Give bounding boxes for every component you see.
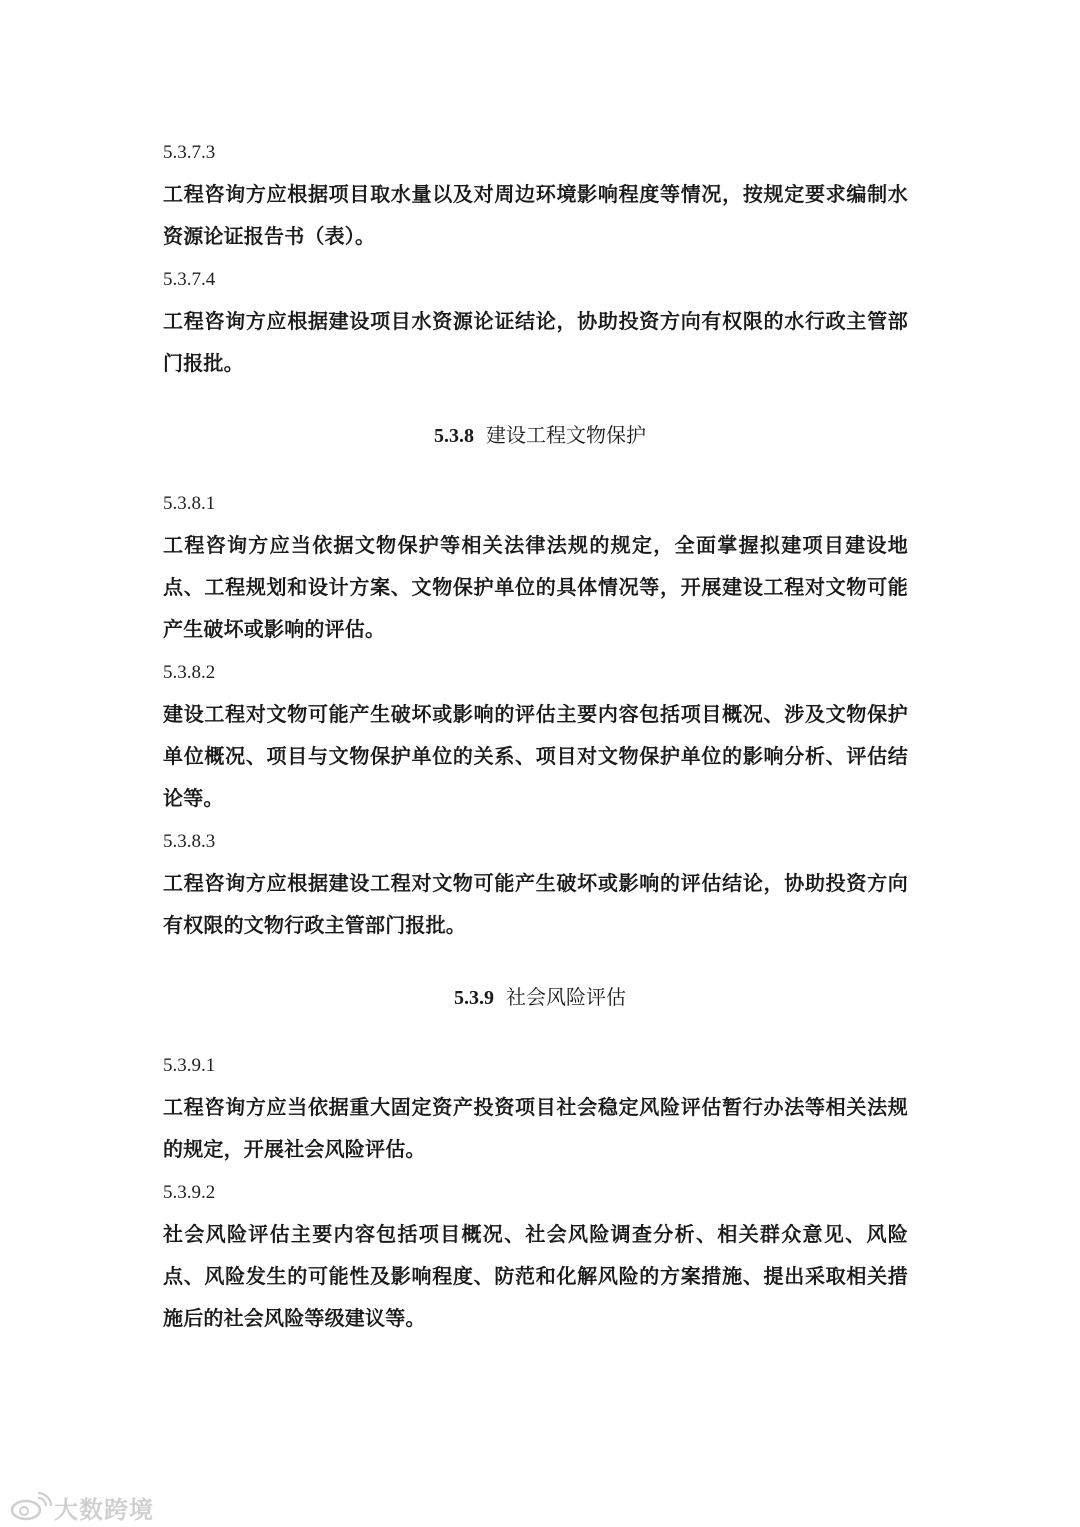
clause-text-5-3-8-3: 工程咨询方应根据建设工程对文物可能产生破坏或影响的评估结论，协助投资方向有权限的文物行政主管部门报批。	[163, 871, 908, 937]
clause-text-5-3-9-2: 社会风险评估主要内容包括项目概况、社会风险调查分析、相关群众意见、风险点、风险发生的可能性及影响程度、防范和化解风险的方案措施、提出采取相关措施后的社会风险等级建议等。	[163, 1222, 908, 1330]
clause-text-5-3-8-2: 建设工程对文物可能产生破坏或影响的评估主要内容包括项目概况、涉及文物保护单位概况、项目与文物保护单位的关系、项目对文物保护单位的影响分析、评估结论等。	[163, 702, 908, 810]
clause-number-5-3-9-1: 5.3.9.1	[163, 1055, 216, 1076]
clause-text-5-3-9-1: 工程咨询方应当依据重大固定资产投资项目社会稳定风险评估暂行办法等相关法规的规定，开展社会风险评估。	[163, 1095, 908, 1161]
clause-number-5-3-7-4: 5.3.7.4	[163, 269, 216, 290]
section-heading-title: 社会风险评估	[506, 985, 626, 1009]
watermark	[8, 1490, 154, 1524]
weibo-logo-icon	[8, 1492, 52, 1522]
clause-text-5-3-8-1: 工程咨询方应当依据文物保护等相关法律法规的规定，全面掌握拟建项目建设地点、工程规划和设计方案、文物保护单位的具体情况等，开展建设工程对文物可能产生破坏或影响的评估。	[163, 533, 908, 641]
section-heading-5-3-9	[0, 983, 1080, 1012]
section-heading-number: 5.3.9	[454, 987, 494, 1009]
section-heading-title: 建设工程文物保护	[486, 423, 646, 447]
clause-number-5-3-8-1: 5.3.8.1	[163, 493, 216, 514]
clause-number-5-3-9-2: 5.3.9.2	[163, 1182, 216, 1203]
section-heading-5-3-8	[0, 421, 1080, 450]
watermark-text: 大数跨境	[54, 1495, 154, 1524]
section-heading-number: 5.3.8	[434, 425, 474, 447]
clause-number-5-3-7-3: 5.3.7.3	[163, 142, 216, 163]
clause-text-5-3-7-4: 工程咨询方应根据建设项目水资源论证结论，协助投资方向有权限的水行政主管部门报批。	[163, 309, 908, 375]
clause-number-5-3-8-2: 5.3.8.2	[163, 662, 216, 683]
clause-number-5-3-8-3: 5.3.8.3	[163, 831, 216, 852]
clause-text-5-3-7-3: 工程咨询方应根据项目取水量以及对周边环境影响程度等情况，按规定要求编制水资源论证报告书（表）。	[163, 182, 908, 248]
